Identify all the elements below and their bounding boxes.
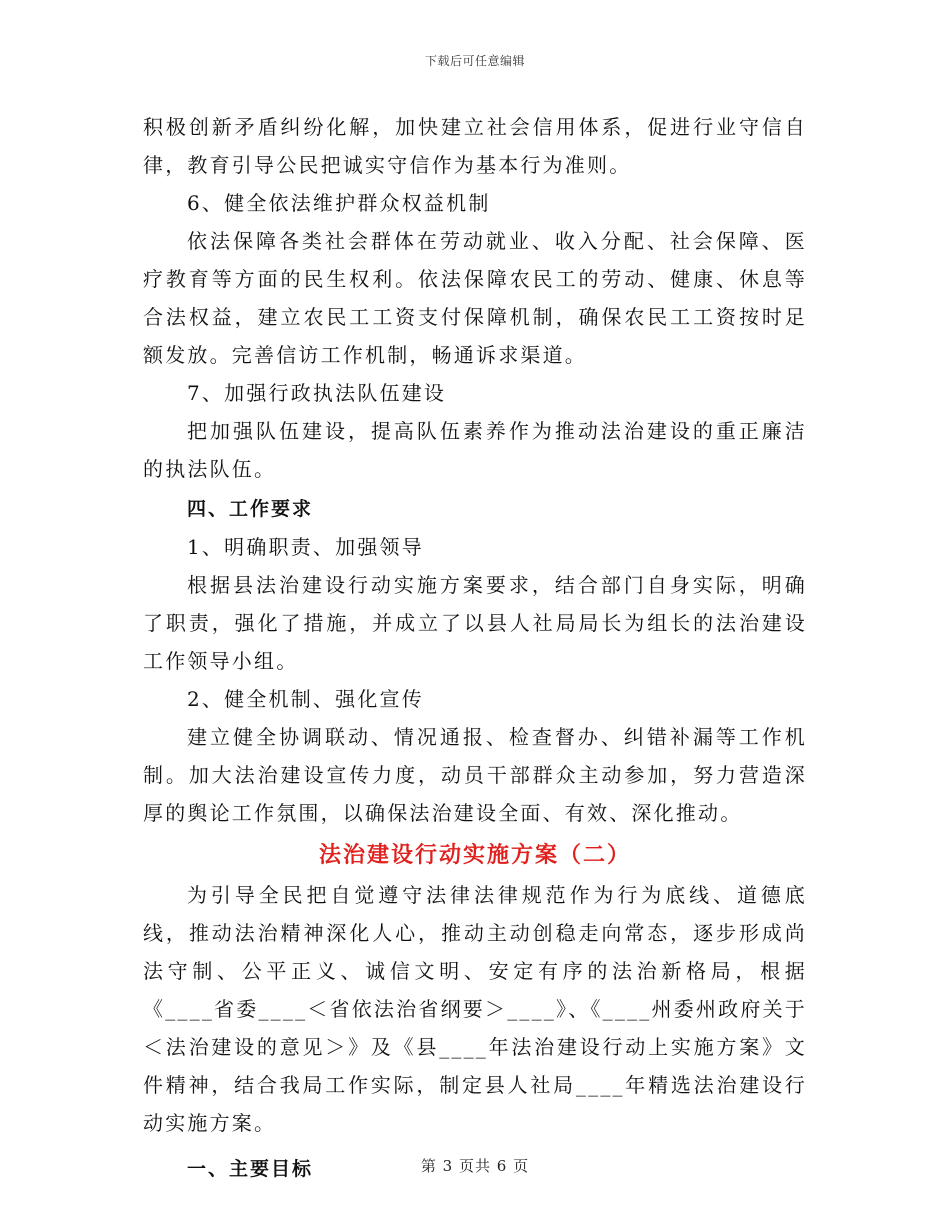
heading-clarify-duties: 1、明确职责、加强领导 xyxy=(187,535,424,559)
paragraph-intro: 为引导全民把自觉遵守法律法律规范作为行为底线、道德底线，推动法治精神深化人心，推动主动创稳走向常态，逐步形成尚法守制、公平正义、诚信文明、安定有序的法治新格局，根据《____省委____＜省依法治省纲要＞____》、《____州委州政府关于＜法治建设的意见＞》及《县____年法治建设行动上实施方案》文件精神，结合我局工作实际，制定县人社局____年精选法治建设行动实施方案。 xyxy=(143,883,807,1135)
paragraph-improve-mechanism: 建立健全协调联动、情况通报、检查督办、纠错补漏等工作机制。加大法治建设宣传力度，动员干部群众主动参加，努力营造深厚的舆论工作氛围，以确保法治建设全面、有效、深化推动。 xyxy=(143,725,807,825)
page-footer: 第 3 页共 6 页 xyxy=(420,1157,530,1175)
heading-improve-mechanism: 2、健全机制、强化宣传 xyxy=(187,687,424,711)
paragraph-enforcement-team: 把加强队伍建设，提高队伍素养作为推动法治建设的重正廉洁的执法队伍。 xyxy=(143,419,807,481)
page-header: 下载后可任意编辑 xyxy=(424,54,525,68)
heading-enforcement-team: 7、加强行政执法队伍建设 xyxy=(187,381,447,405)
document-body xyxy=(143,108,807,1188)
section-main-goals: 一、主要目标 xyxy=(187,1158,314,1180)
section-work-requirements: 四、工作要求 xyxy=(187,498,314,520)
heading-rights-mechanism: 6、健全依法维护群众权益机制 xyxy=(187,191,491,215)
paragraph-clarify-duties: 根据县法治建设行动实施方案要求，结合部门自身实际，明确了职责，强化了措施，并成立了以县人社局局长为组长的法治建设工作领导小组。 xyxy=(143,573,807,673)
paragraph-credit-system: 积极创新矛盾纠纷化解，加快建立社会信用体系，促进行业守信自律，教育引导公民把诚实守信作为基本行为准则。 xyxy=(143,115,807,177)
section-title: 法治建设行动实施方案（二） xyxy=(318,843,631,868)
paragraph-rights-mechanism: 依法保障各类社会群体在劳动就业、收入分配、社会保障、医疗教育等方面的民生权利。依法保障农民工的劳动、健康、休息等合法权益，建立农民工工资支付保障机制，确保农民工工资按时足额发放。完善信访工作机制，畅通诉求渠道。 xyxy=(143,229,807,367)
